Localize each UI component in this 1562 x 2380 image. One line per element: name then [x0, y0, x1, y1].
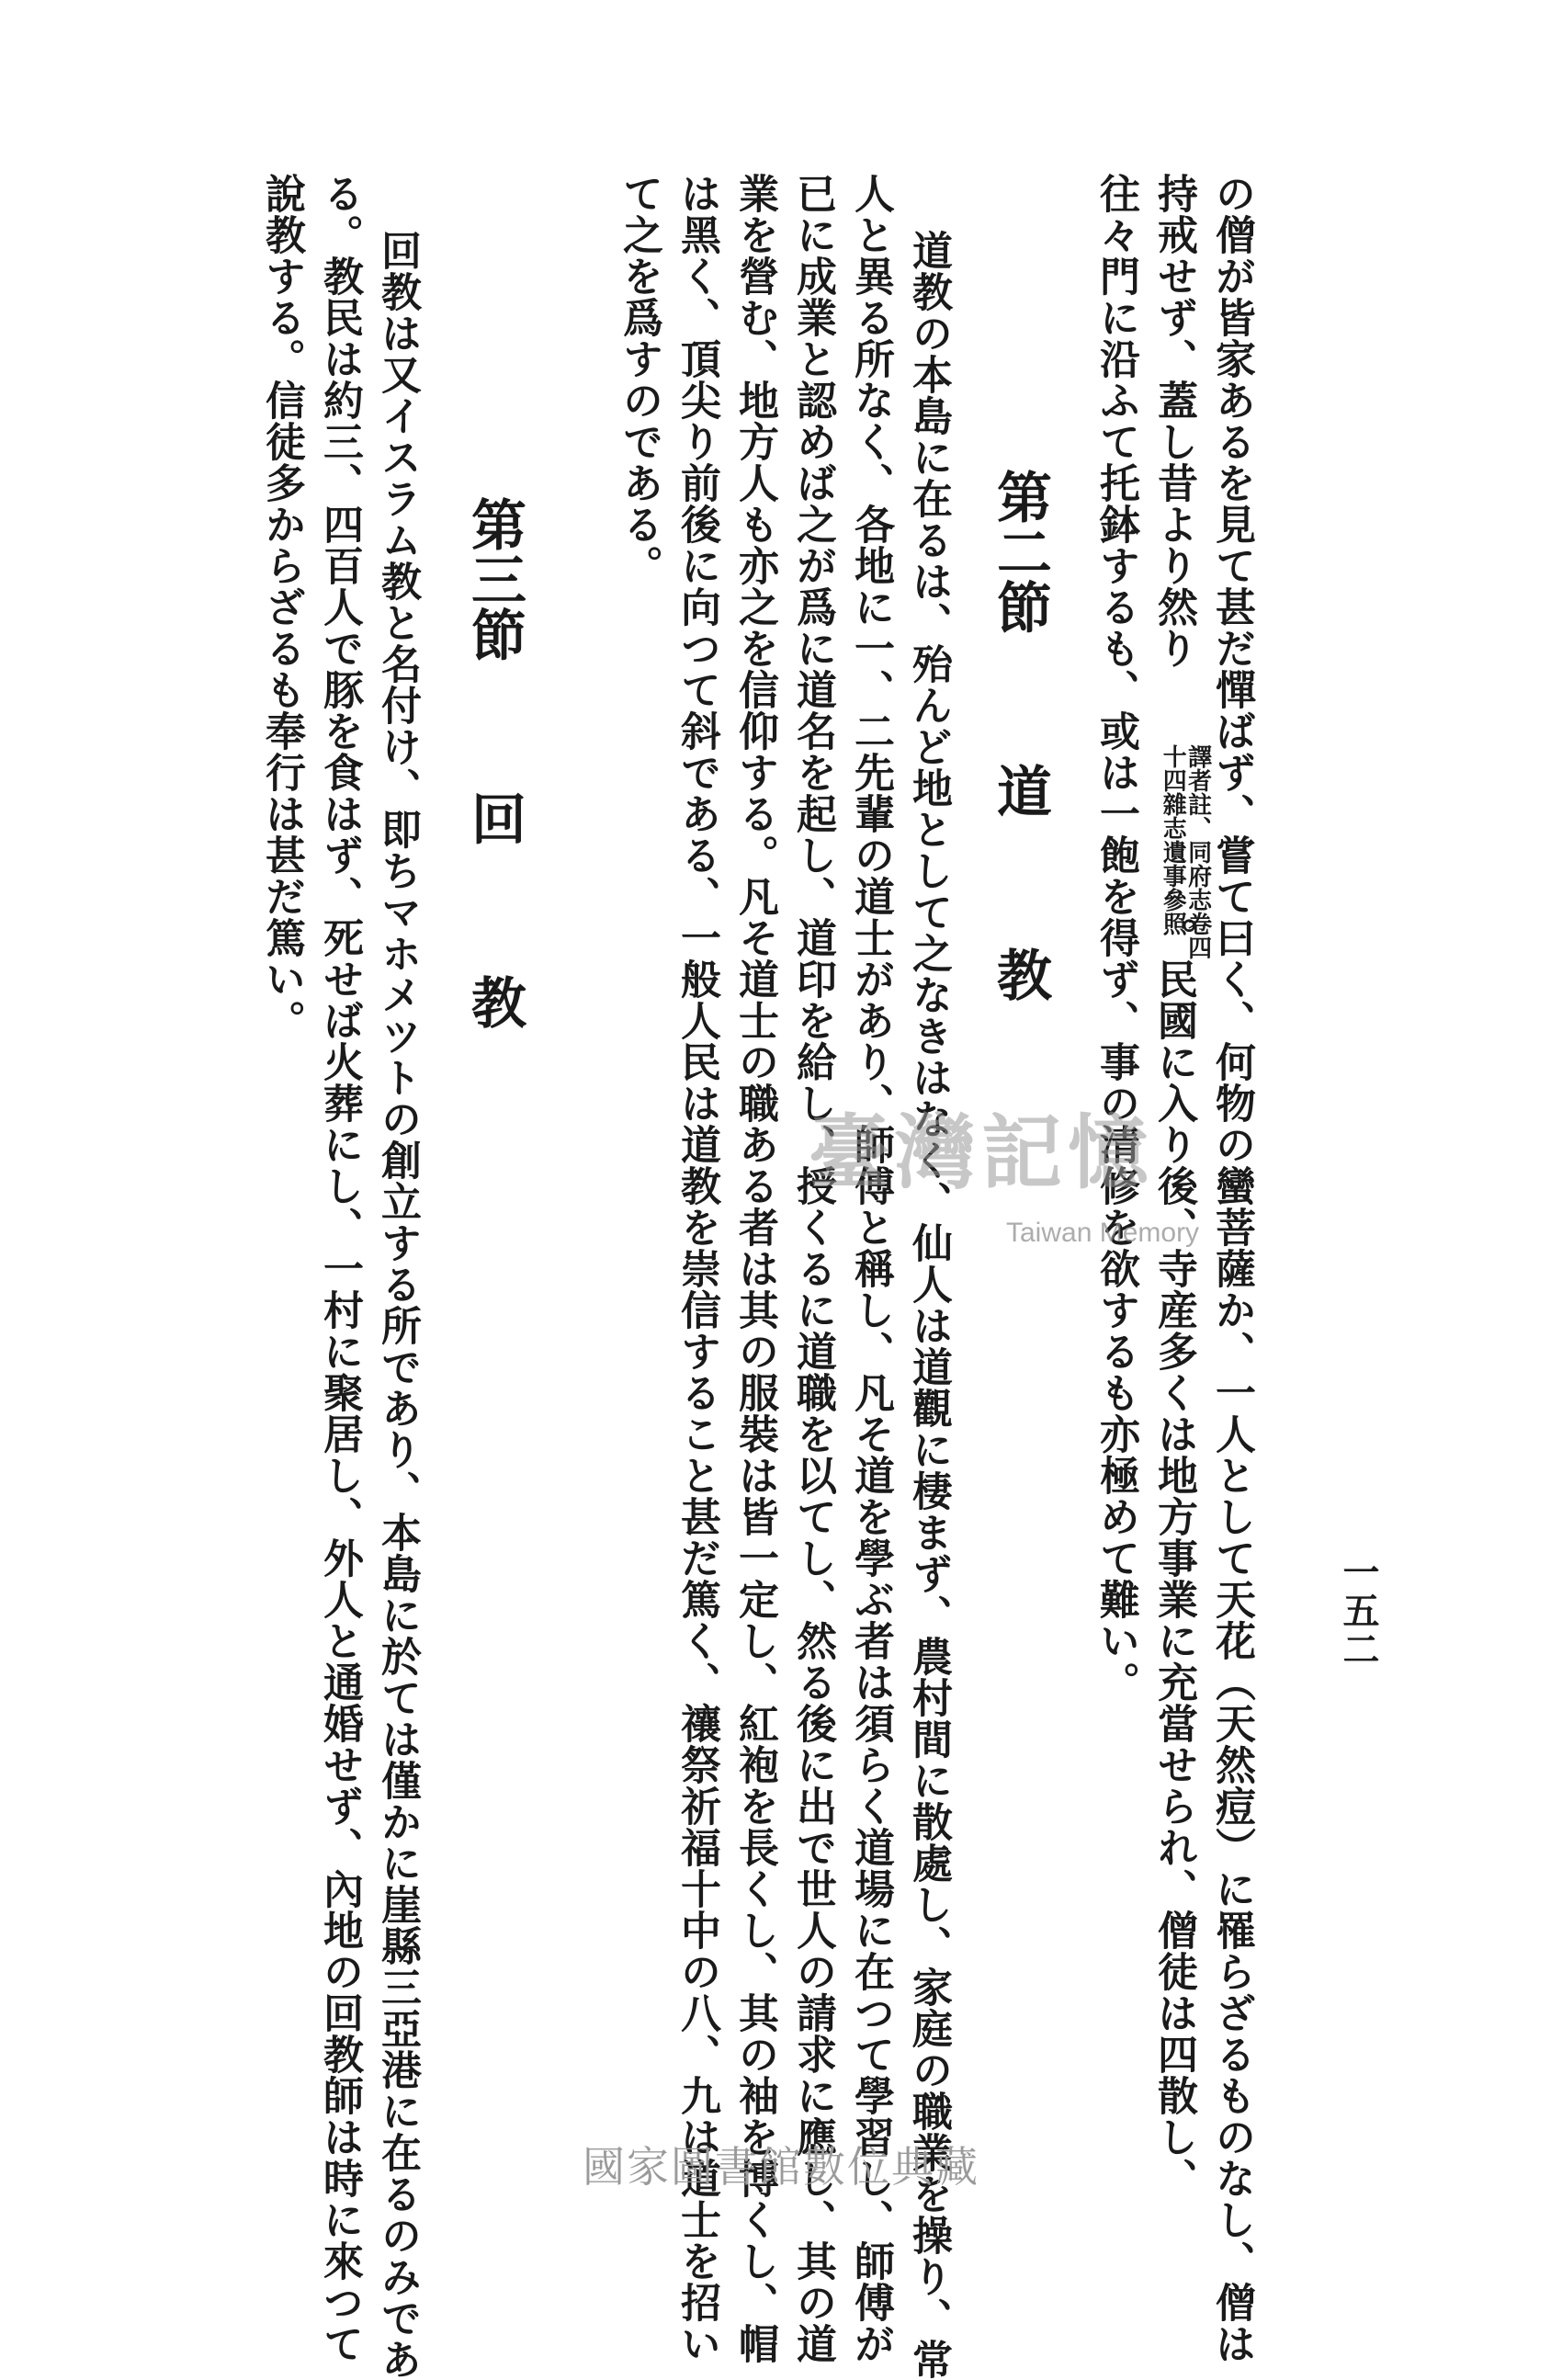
- section-3-column-2: る。教民は約三、四百人で豚を食はず、死せば火葬にし、一村に聚居し、外人と通婚せず、內地の回教師は時に來つて: [316, 173, 363, 2364]
- section-2-heading-number: 第二節: [988, 469, 1052, 634]
- annotation-line-1: 譯者註、同府志卷四: [1183, 744, 1212, 959]
- translator-annotation: [1160, 744, 1210, 959]
- section-2-column-4: 業を營む、地方人も亦之を信仰する。凡そ道士の職ある者は其の服裝は皆一定し、紅袍を長くし、其の袖を博くし、帽: [731, 173, 778, 2364]
- intro-column-2-tail: 。民國に入り後、寺産多くは地方事業に充當せられ、僧徒は四散し、: [1150, 917, 1197, 2199]
- section-2-heading-char-2: 教: [988, 946, 1052, 1002]
- section-2-column-2: 人と異る所なく、各地に一、二先輩の道士があり、師傅と稱し、凡そ道を學ぶ者は須らく道場に在つて學習し、師傅が: [847, 173, 894, 2364]
- section-3-column-3: 說教する。信徒多からざるも奉行は甚だ篤い。: [258, 173, 305, 1041]
- section-3-heading: [462, 496, 526, 1029]
- intro-column-2-text: 持戒せず、蓋し昔より然り: [1150, 173, 1197, 669]
- section-2-heading: [988, 469, 1052, 1002]
- section-3-heading-char-1: 回: [462, 790, 526, 845]
- section-2-column-1: 道教の本島に在るは、殆んど地として之なきはなく、仙人は道觀に棲まず、農村間に散處し、家庭の職業を操り、常: [905, 230, 952, 2380]
- section-2-column-3: 已に成業と認めば之が爲に道名を起し、道印を給し、授くるに道職を以てし、然る後に出で世人の請求に應し、其の道: [789, 173, 836, 2364]
- section-2-heading-char-1: 道: [988, 763, 1052, 818]
- section-3-column-1: 回教は又イスラム教と名付け、即ちマホメツトの創立する所であり、本島に於ては僅かに崖縣三亞港に在るのみであ: [374, 230, 421, 2380]
- section-3-heading-char-2: 教: [462, 974, 526, 1029]
- intro-column-3: 往々門に沿ふて托鉢するも、或は一飽を得ず、事の清修を欲するも亦極めて難い。: [1092, 173, 1139, 1703]
- watermark-logo: 臺灣記憶: [809, 1105, 1155, 1200]
- page-number: 一五二: [1337, 1553, 1380, 1669]
- watermark-english: Taiwan Memory: [1006, 1218, 1200, 1248]
- intro-column-1: の僧が皆家あるを見て甚だ憚ばず、嘗て曰く、何物の蠻菩薩か、一人として天花（天然痘）に罹らざるものなし、僧は: [1208, 173, 1255, 2364]
- section-2-column-5: は黑く、頂尖り前後に向つて斜である、一般人民は道教を崇信すること甚だ篤く、禳祭祈福十中の八、九は道士を招い: [673, 173, 720, 2364]
- section-3-heading-number: 第三節: [462, 496, 526, 662]
- annotation-line-2: 十四雜志遺事參照: [1159, 744, 1187, 935]
- intro-column-2: [1150, 173, 1197, 2199]
- section-2-column-6: て之を爲すのである。: [616, 173, 662, 586]
- footer-collection-label: 國家圖書館數位典藏: [583, 2142, 979, 2192]
